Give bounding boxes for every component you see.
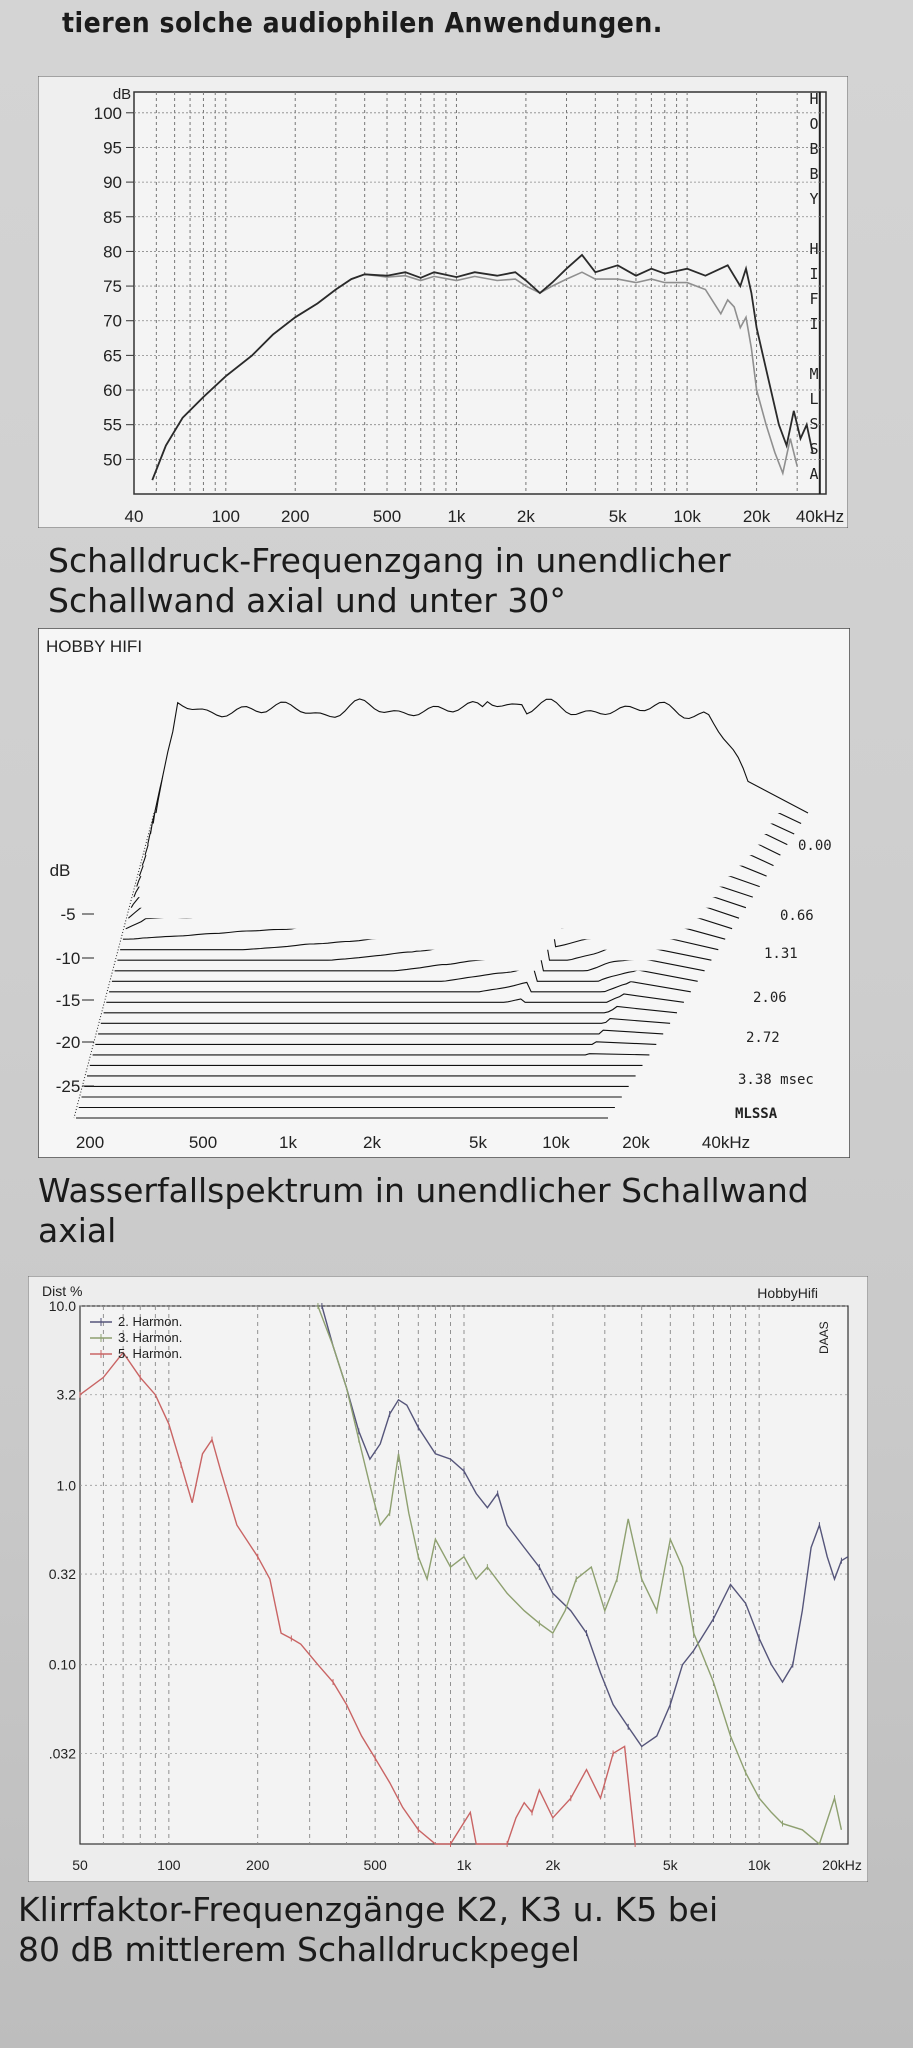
fr-y-tick-label: 80 (103, 242, 122, 262)
dist-x-tick-label: 50 (72, 1857, 88, 1873)
fr-side-letter: H (809, 240, 819, 258)
fr-side-letter: H (809, 90, 819, 108)
fr-x-tick-label: 200 (281, 507, 310, 526)
dist-legend-label: 3. Harmon. (118, 1330, 183, 1345)
dist-side-label: DAAS (817, 1321, 831, 1354)
wf-time-label: 0.66 (780, 908, 814, 924)
fr-side-letter: I (809, 315, 819, 333)
intro-text: tieren solche audiophilen Anwendungen. (62, 6, 663, 39)
dist-y-tick-label: .032 (48, 1745, 76, 1762)
fr-side-letter: S (809, 415, 819, 433)
fr-x-tick-label: 5k (608, 507, 627, 526)
wf-y-axis-label: dB (49, 861, 71, 880)
fr-x-tick-label: 10k (673, 507, 701, 526)
caption-dist-line-2: 80 dB mittlerem Schalldruckpegel (18, 1930, 580, 1969)
dist-x-tick-label: 100 (157, 1857, 181, 1873)
dist-x-tick-label: 200 (246, 1857, 270, 1873)
fr-y-tick-label: 95 (103, 138, 122, 158)
caption-wf-line-1: Wasserfallspektrum in unendlicher Schallwand (38, 1171, 809, 1210)
fr-y-tick-label: 85 (103, 207, 122, 227)
fr-y-axis-label: dB (112, 86, 132, 103)
caption-dist-line-1: Klirrfaktor-Frequenzgänge K2, K3 u. K5 bei (18, 1890, 719, 1929)
wf-x-tick-label: 5k (469, 1133, 487, 1152)
dist-brand-label: HobbyHifi (757, 1285, 818, 1301)
dist-legend-label: 5. Harmon. (118, 1346, 183, 1361)
wf-time-label: 2.72 (746, 1030, 780, 1046)
dist-y-tick-label: 0.32 (48, 1566, 76, 1583)
wf-y-tick-label: -20 (55, 1033, 81, 1052)
fr-x-tick-label: 40 (124, 507, 144, 526)
wf-y-tick-label: -10 (55, 949, 81, 968)
wf-x-tick-label: 10k (542, 1133, 570, 1152)
fr-x-tick-label: 500 (372, 507, 402, 526)
frequency-response-chart (38, 76, 848, 528)
fr-y-tick-label: 65 (103, 346, 122, 366)
dist-y-tick-label: 1.0 (56, 1477, 76, 1494)
dist-y-tick-label: 3.2 (56, 1386, 76, 1403)
fr-x-tick-label: 2k (516, 507, 535, 526)
fr-y-tick-label: 70 (103, 311, 122, 331)
wf-x-tick-label: 500 (188, 1133, 218, 1152)
waterfall-chart (38, 628, 850, 1158)
dist-x-tick-label: 5k (662, 1857, 678, 1873)
dist-y-tick-label: 10.0 (48, 1298, 76, 1314)
wf-y-tick-label: -5 (60, 905, 76, 924)
fr-y-tick-label: 50 (103, 450, 122, 470)
dist-x-tick-label: 20kHz (822, 1857, 862, 1873)
wf-header-label: HOBBY HIFI (46, 637, 143, 656)
wf-time-label: 3.38 msec (738, 1072, 814, 1088)
dist-y-axis-label: Dist % (42, 1283, 83, 1299)
fr-x-tick-label: 100 (211, 507, 240, 526)
wf-brand-label: MLSSA (735, 1106, 778, 1122)
fr-x-tick-label: 20k (742, 507, 771, 526)
wf-x-tick-label: 200 (75, 1133, 105, 1152)
fr-side-letter: B (809, 140, 819, 158)
fr-side-letter: O (809, 115, 819, 133)
wf-x-tick-label: 20k (622, 1133, 650, 1152)
fr-side-letter: B (809, 165, 819, 183)
wf-y-tick-label: -15 (55, 991, 81, 1010)
caption-distortion (18, 1890, 898, 1970)
wf-time-label: 1.31 (764, 946, 798, 962)
wf-time-label: 2.06 (753, 990, 787, 1006)
fr-x-tick-label: 40kHz (795, 507, 845, 526)
fr-side-letter: M (809, 365, 819, 383)
dist-x-tick-label: 500 (363, 1857, 387, 1873)
fr-side-letter: I (809, 265, 819, 283)
fr-plot-area (134, 92, 826, 494)
caption-wf-line-2: axial (38, 1211, 117, 1250)
wf-x-tick-label: 40kHz (701, 1133, 751, 1152)
fr-y-tick-label: 90 (103, 173, 122, 193)
caption-waterfall (38, 1171, 878, 1251)
fr-side-letter: F (809, 290, 819, 308)
wf-x-tick-label: 2k (363, 1133, 381, 1152)
fr-x-tick-label: 1k (447, 507, 466, 526)
fr-y-tick-label: 55 (103, 415, 122, 435)
fr-y-tick-label: 75 (103, 277, 122, 297)
fr-side-letter: Y (809, 190, 819, 208)
dist-x-tick-label: 10k (747, 1857, 771, 1873)
dist-legend-label: 2. Harmon. (118, 1314, 183, 1329)
fr-side-letter: A (809, 465, 819, 483)
distortion-chart (28, 1276, 868, 1882)
fr-y-tick-label: 100 (93, 103, 122, 123)
fr-side-letter: L (809, 390, 819, 408)
fr-y-tick-label: 60 (103, 381, 122, 401)
wf-time-label: 0.00 (798, 838, 832, 854)
dist-x-tick-label: 1k (456, 1857, 472, 1873)
wf-y-tick-label: -25 (55, 1077, 81, 1096)
wf-x-tick-label: 1k (279, 1133, 297, 1152)
dist-y-tick-label: 0.10 (48, 1656, 76, 1673)
fr-side-letter: S (809, 440, 819, 458)
caption-frequency-response (48, 541, 868, 621)
caption-fr-line-2: Schallwand axial und unter 30° (48, 581, 566, 620)
dist-x-tick-label: 2k (545, 1857, 561, 1873)
caption-fr-line-1: Schalldruck-Frequenzgang in unendlicher (48, 541, 731, 580)
